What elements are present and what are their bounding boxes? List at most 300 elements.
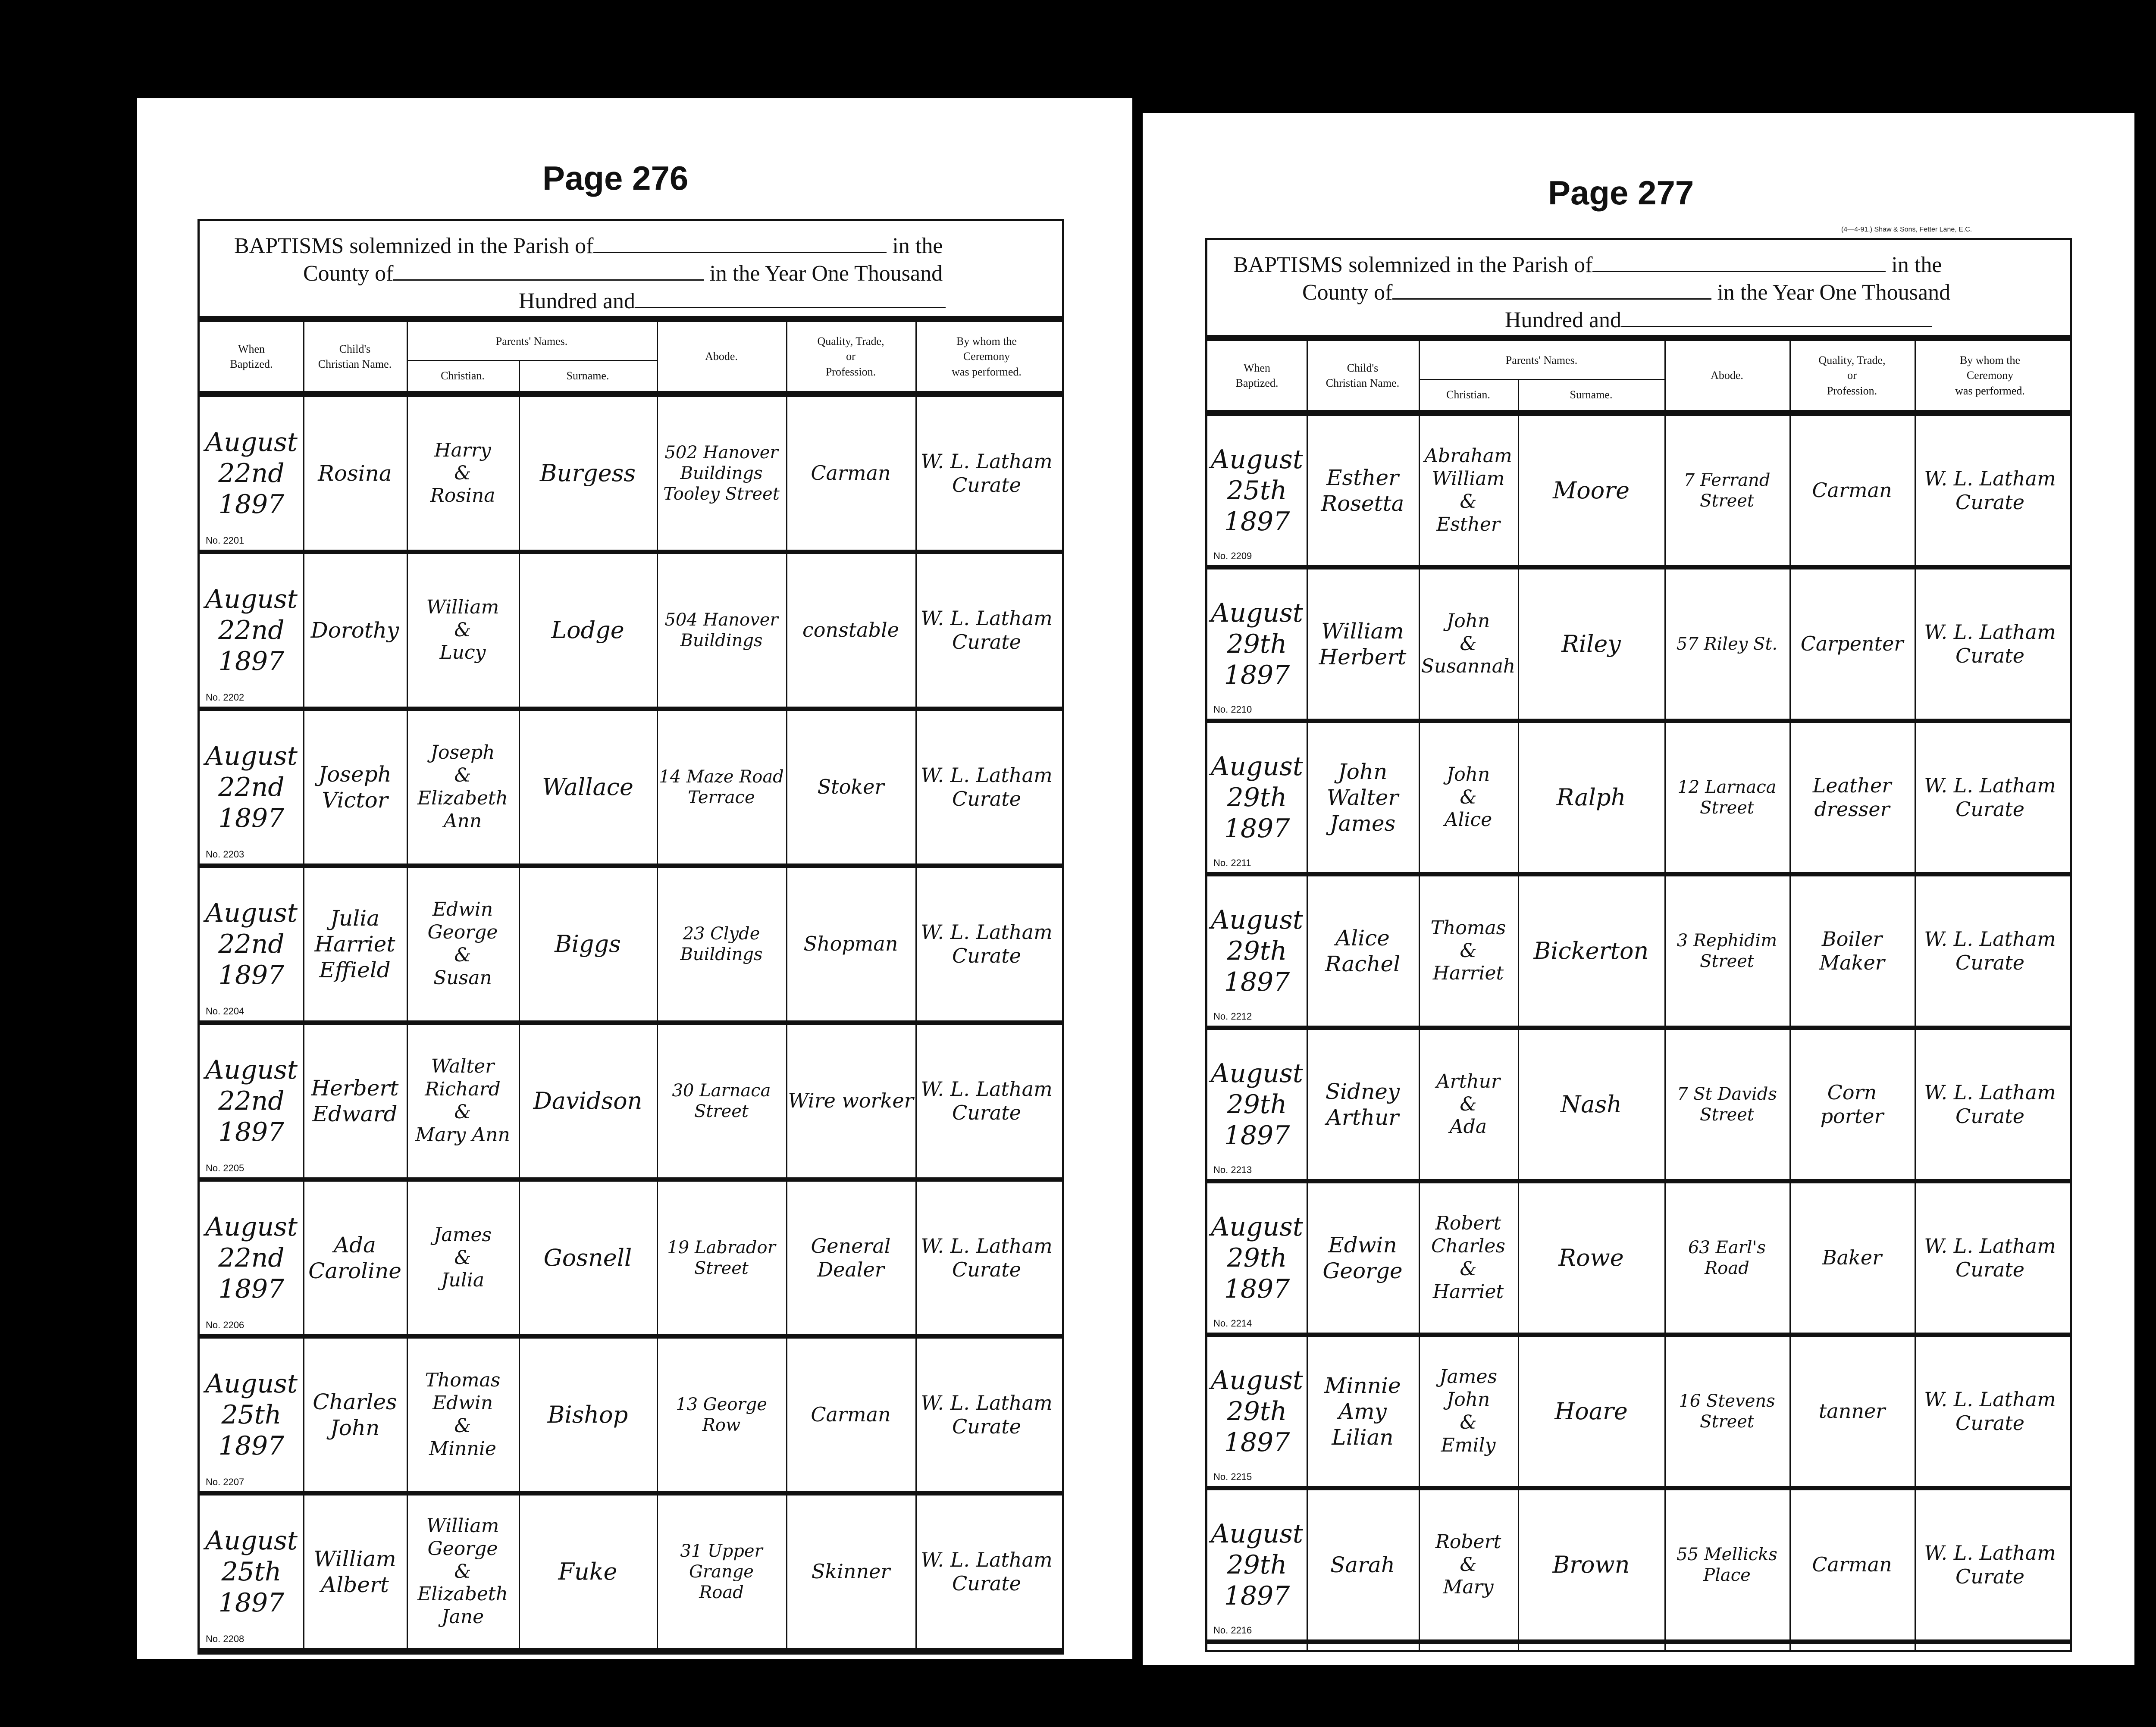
abode-line: Buildings [680,463,763,483]
baptism-date-line: 22nd [218,458,285,488]
parents-christian-names [407,711,519,864]
abode-line: 55 Mellicks [1677,1545,1777,1564]
officiant-line: Curate [1955,1104,2024,1128]
parents-christian-names-line: Ann [443,810,482,832]
parents-christian-names-line: & [1460,939,1477,962]
abode-line: Terrace [688,788,755,807]
entry-divider [200,1491,1062,1495]
child-name-line: Caroline [308,1258,401,1283]
parents-christian-names-line: William [426,596,499,618]
child-name-line: Herbert [1319,644,1407,670]
year-blank [635,307,946,308]
parents-christian-names-line: John [1446,610,1490,632]
parents-christian-names-line: Mary Ann [415,1123,510,1146]
parents-christian-names [1419,1183,1518,1333]
trade-profession-line: Carman [811,461,891,485]
register-entry [1207,569,2070,723]
baptism-date-line: August [205,427,298,457]
heading-county-label: County of [1302,280,1393,305]
child-name-line: Joseph [318,762,392,787]
abode [1664,876,1789,1026]
baptism-date [200,1495,303,1648]
parents-surname [519,1025,657,1177]
entry-divider [200,707,1062,711]
child-name-line: Alice [1335,926,1390,951]
officiant-line: W. L. Latham [1924,620,2056,644]
trade-profession [1789,1183,1915,1333]
parents-christian-names-line: Elizabeth [417,1583,508,1605]
parents-christian-names-line: Harriet [1432,962,1504,985]
entry-number: No. 2207 [206,1477,244,1487]
entry-number: No. 2213 [1213,1164,1252,1175]
parents-christian-names-line: Edwin [432,898,493,921]
register-entry [1207,723,2070,876]
officiant-line: Curate [1955,491,2024,514]
officiant [915,1495,1058,1648]
parents-surname-line: Moore [1552,476,1630,504]
baptism-date-line: 29th [1227,1089,1287,1120]
baptism-date [200,711,303,864]
entry-number: No. 2202 [206,692,244,703]
abode [657,1495,786,1648]
parents-surname-line: Hoare [1554,1397,1628,1425]
heading-in-the: in the [892,234,943,258]
column-divider [786,322,787,1652]
child-name-line: George [1322,1258,1403,1283]
column-divider [1307,341,1308,1650]
abode-line: 502 Hanover [664,443,778,463]
entry-number: No. 2203 [206,849,244,860]
abode-line: 504 Hanover [664,610,778,630]
baptism-date [1207,1490,1307,1639]
abode-line: Street [1699,491,1754,511]
baptism-date-line: August [1211,444,1303,475]
baptism-date-line: 25th [221,1400,282,1430]
trade-profession-line: Boiler [1821,927,1883,951]
trade-profession [786,711,915,864]
abode-line: 30 Larnaca [672,1081,771,1101]
parents-christian-names [407,1025,519,1177]
heading-line-1 [1233,252,1942,278]
parents-christian-names [407,397,519,550]
officiant-line: W. L. Latham [921,449,1053,473]
parents-surname [1518,1030,1664,1179]
trade-profession-line: Carman [1812,479,1892,502]
child-name-line: William [1321,619,1404,644]
parents-surname [519,1495,657,1648]
baptism-register-table [1205,238,2072,1652]
entry-number: No. 2215 [1213,1471,1252,1482]
parents-christian-names-line: Susannah [1421,655,1516,678]
heading-line-2 [1302,280,1950,305]
trade-profession-line: tanner [1818,1399,1886,1423]
officiant [915,711,1058,864]
child-name-line: William [313,1546,396,1571]
entry-divider [200,1177,1062,1182]
abode-line: 23 Clyde [683,924,760,944]
child-name-line: Rosetta [1321,491,1404,516]
officiant [1915,1490,2065,1639]
baptism-date-line: 25th [221,1557,282,1587]
parents-surname [519,1339,657,1491]
col-parents-names: Parents' Names. [1505,354,1578,367]
officiant-line: Curate [1955,1411,2024,1435]
parents-surname [1518,1337,1664,1486]
baptism-date [1207,416,1307,565]
parents-christian-names-line: & [1460,1411,1477,1433]
parents-christian-names-line: Minnie [429,1437,496,1460]
page-number: Page 277 [1548,174,1694,212]
heading-year-label: in the Year One Thousand [709,261,943,286]
trade-profession [786,554,915,707]
parents-surname-line: Bishop [547,1401,628,1428]
baptism-date-line: 1897 [218,803,285,833]
parents-surname [1518,1183,1664,1333]
child-name-line: Sidney [1325,1079,1400,1104]
baptism-date-line: 22nd [218,615,285,645]
child-name-line: Edwin [1328,1233,1397,1258]
parents-christian-names [407,1495,519,1648]
trade-profession [1789,1490,1915,1639]
entry-number: No. 2216 [1213,1625,1252,1636]
trade-profession-line: Corn [1827,1080,1877,1104]
officiant-line: Curate [952,630,1021,654]
parents-christian-names-line: William [1432,468,1505,490]
abode [1664,416,1789,565]
officiant [1915,723,2065,872]
child-name [1307,876,1419,1026]
parents-christian-names-line: & [454,462,471,484]
col-when-baptized: When Baptized. [1235,361,1279,389]
year-blank [1621,326,1932,327]
officiant-line: W. L. Latham [1924,466,2056,490]
officiant [915,1025,1058,1177]
parents-surname-line: Biggs [555,930,621,957]
child-name-line: Amy [1338,1399,1387,1424]
parents-christian-names-line: Ada [1449,1116,1487,1138]
parents-surname-line: Ralph [1556,783,1626,811]
parents-christian-names-line: Robert [1435,1530,1501,1553]
officiant-line: W. L. Latham [921,1234,1053,1258]
col-childs-name: Child's Christian Name. [318,342,392,370]
trade-profession [786,1182,915,1334]
parents-surname-line: Lodge [551,616,624,644]
child-name-line: Rosina [318,461,392,486]
child-name [1307,1030,1419,1179]
officiant [1915,1183,2065,1333]
baptism-date-line: 1897 [1224,1274,1290,1304]
entry-number: No. 2209 [1213,551,1252,561]
baptism-date-line: August [205,1369,298,1399]
baptism-date-line: August [1211,1212,1303,1242]
abode-line: Street [1699,798,1754,818]
abode-line: 14 Maze Road [659,767,784,787]
parents-christian-names-line: Harriet [1432,1280,1504,1303]
trade-profession-line: Carpenter [1800,632,1904,656]
parents-surname-line: Davidson [533,1087,642,1114]
baptism-date-line: August [1211,1058,1303,1089]
trade-profession [1789,876,1915,1026]
trade-profession-line: Leather [1812,773,1892,797]
register-entry [200,554,1062,711]
entry-divider [1207,565,2070,569]
parents-christian-names-line: Alice [1444,809,1492,831]
officiant-line: W. L. Latham [921,920,1053,944]
officiant-line: Curate [952,1415,1021,1438]
abode [1664,723,1789,872]
parents-christian-names-line: & [454,1101,471,1123]
column-divider [657,322,658,1652]
column-divider [407,322,408,1652]
baptism-date-line: 1897 [1224,813,1290,844]
parents-christian-names-line: Elizabeth [417,787,508,809]
officiant-line: W. L. Latham [1924,1080,2056,1104]
abode-line: 12 Larnaca [1677,777,1777,797]
abode-line: 31 Upper [680,1541,763,1561]
parents-surname-line: Burgess [539,459,636,487]
column-header-row [1207,341,2070,410]
baptism-date [200,1182,303,1334]
trade-profession [1789,1337,1915,1486]
col-performed-by: By whom the Ceremony was performed. [1955,354,2025,397]
entry-divider [1207,872,2070,876]
trade-profession-line: Carman [1812,1553,1892,1577]
parents-surname [1518,416,1664,565]
register-entry [200,711,1062,868]
baptism-date [1207,569,1307,719]
officiant-line: W. L. Latham [921,1548,1053,1571]
officiant-line: Curate [1955,1258,2024,1281]
heading-line-3 [1505,307,1932,333]
parents-christian-names [407,868,519,1020]
parents-christian-names-line: John [1446,1389,1490,1411]
parents-christian-names-line: & [1460,786,1477,808]
parents-christian-names [1419,876,1518,1026]
trade-profession-line: Shopman [803,932,898,956]
parents-christian-names [407,1182,519,1334]
parents-christian-names-line: & [1460,491,1477,513]
child-name [303,1025,407,1177]
register-entry [200,1025,1062,1182]
baptism-date [200,397,303,550]
child-name [1307,1337,1419,1486]
abode-line: Street [694,1101,749,1121]
officiant [915,397,1058,550]
child-name-line: Charles [313,1389,397,1414]
trade-profession-line: Carman [811,1403,891,1427]
baptism-date-line: 29th [1227,936,1287,966]
trade-profession-line: Maker [1819,951,1885,974]
parents-surname-line: Fuke [558,1558,617,1585]
parents-christian-names-line: Walter [431,1055,495,1078]
parents-christian-names-line: & [1460,1093,1477,1115]
child-name-line: John [1338,759,1388,784]
officiant-line: Curate [952,787,1021,810]
baptism-date-line: August [1211,1519,1303,1549]
trade-profession [786,1025,915,1177]
abode [1664,1030,1789,1179]
abode [657,1182,786,1334]
abode-line: 3 Rephidim [1677,931,1777,951]
child-name [303,397,407,550]
parents-christian-names-line: Lucy [439,641,486,664]
trade-profession [1789,723,1915,872]
col-surname: Surname. [1570,388,1613,401]
register-entry [200,1339,1062,1495]
entry-divider [1207,1333,2070,1337]
parents-surname-line: Bickerton [1533,937,1649,964]
column-divider [1518,380,1519,1650]
baptism-date-line: 1897 [218,1117,285,1147]
column-divider [1915,341,1916,1650]
abode-line: Grange [689,1562,754,1582]
parents-christian-names [1419,416,1518,565]
parents-christian-names-line: Thomas [425,1369,501,1392]
parents-christian-names-line: & [454,1246,471,1269]
baptism-date-line: 22nd [218,1243,285,1273]
right-page [1143,113,2134,1665]
baptism-date-line: 29th [1227,1243,1287,1273]
abode-line: Street [1699,1412,1754,1432]
baptism-date-line: 1897 [218,1588,285,1618]
col-quality: Quality, Trade, or Profession. [817,335,884,378]
col-parents-names: Parents' Names. [495,335,568,348]
col-when-baptized: When Baptized. [230,342,273,370]
col-abode: Abode. [1711,369,1743,382]
parents-christian-names-line: James [433,1223,492,1246]
printer-mark: (4—4-91.) Shaw & Sons, Fetter Lane, E.C. [1841,226,1972,233]
baptism-date-line: August [205,584,298,614]
entry-number: No. 2210 [1213,704,1252,715]
baptism-date [1207,723,1307,872]
col-christian: Christian. [441,369,485,382]
baptism-date-line: August [1211,1365,1303,1395]
abode-line: Place [1703,1565,1751,1585]
entry-number: No. 2212 [1213,1011,1252,1022]
parents-christian-names-line: & [1460,1258,1477,1280]
register-entry [1207,1337,2070,1490]
trade-profession [786,1495,915,1648]
officiant-line: Curate [1955,644,2024,667]
register-entry [1207,1490,2070,1644]
register-entry [1207,876,2070,1030]
parents-christian-names-line: Edwin [432,1392,493,1414]
parents-christian-names-line: Jane [441,1606,484,1628]
parents-surname-line: Riley [1561,630,1621,657]
parents-subrule [1419,379,1664,380]
parents-christian-names [1419,1490,1518,1639]
baptism-date-line: 29th [1227,629,1287,659]
child-name-line: Ada [334,1233,376,1258]
trade-profession [1789,569,1915,719]
child-name [303,711,407,864]
officiant-line: W. L. Latham [921,763,1053,787]
officiant-line: Curate [952,473,1021,497]
abode-line: 57 Riley St. [1676,634,1778,654]
entry-divider [200,864,1062,868]
child-name [1307,1490,1419,1639]
abode [1664,1490,1789,1639]
heading-in-the: in the [1891,253,1942,277]
baptism-date-line: 22nd [218,929,285,959]
column-header-row [200,322,1062,391]
parents-subrule [407,360,657,361]
parents-christian-names-line: Susan [433,967,492,989]
parish-blank [1592,271,1886,272]
child-name-line: Victor [322,788,388,813]
parents-christian-names-line: Richard [425,1078,501,1101]
abode-line: Road [1705,1258,1749,1278]
child-name-line: Herbert [311,1076,399,1101]
entry-number: No. 2204 [206,1006,244,1017]
baptism-register-table [197,219,1064,1655]
left-page [137,98,1132,1659]
baptism-date-line: 1897 [218,1274,285,1304]
parents-christian-names [407,1339,519,1491]
officiant [915,868,1058,1020]
baptism-date-line: 1897 [218,960,285,990]
officiant-line: W. L. Latham [1924,1234,2056,1258]
child-name [303,1182,407,1334]
trade-profession-line: General [811,1234,891,1258]
baptism-date [1207,876,1307,1026]
abode [657,397,786,550]
parents-christian-names-line: Thomas [1430,917,1506,939]
county-blank [1392,298,1711,300]
officiant-line: Curate [1955,798,2024,821]
entry-divider [1207,1026,2070,1030]
officiant [1915,876,2065,1026]
parents-christian-names-line: & [454,764,471,787]
parents-surname [1518,723,1664,872]
entry-number: No. 2206 [206,1320,244,1330]
baptism-date-line: 1897 [1224,1581,1290,1611]
parents-christian-names [407,554,519,707]
trade-profession-line: Wire worker [788,1089,914,1113]
parents-christian-names-line: Rosina [430,485,495,507]
child-name-line: Walter [1326,785,1399,810]
baptism-date [200,868,303,1020]
child-name-line: Albert [321,1572,389,1597]
parents-christian-names [1419,1030,1518,1179]
officiant-line: Curate [1955,951,2024,974]
officiant [1915,569,2065,719]
officiant-line: W. L. Latham [921,606,1053,630]
abode [1664,1183,1789,1333]
abode-line: 63 Earl's [1688,1238,1766,1258]
entry-number: No. 2211 [1213,857,1251,868]
col-quality: Quality, Trade, or Profession. [1818,354,1886,397]
col-abode: Abode. [705,350,738,363]
abode-line: Street [694,1258,749,1278]
heading-rule [200,316,1062,322]
trade-profession-line: Stoker [817,775,884,799]
col-childs-name: Child's Christian Name. [1326,361,1400,389]
baptism-date-line: 1897 [1224,1427,1290,1458]
heading-county-label: County of [303,261,394,286]
trade-profession-line: Dealer [817,1258,884,1281]
parents-christian-names-line: Robert [1435,1212,1501,1235]
header-bottom-rule [1207,410,2070,416]
baptism-date-line: August [205,1212,298,1242]
abode [657,711,786,864]
abode-line: Road [699,1583,744,1602]
parents-christian-names-line: Charles [1431,1235,1505,1258]
parents-surname [519,1182,657,1334]
baptism-date [1207,1183,1307,1333]
abode-line: Buildings [680,631,763,651]
child-name-line: Minnie [1324,1373,1401,1398]
